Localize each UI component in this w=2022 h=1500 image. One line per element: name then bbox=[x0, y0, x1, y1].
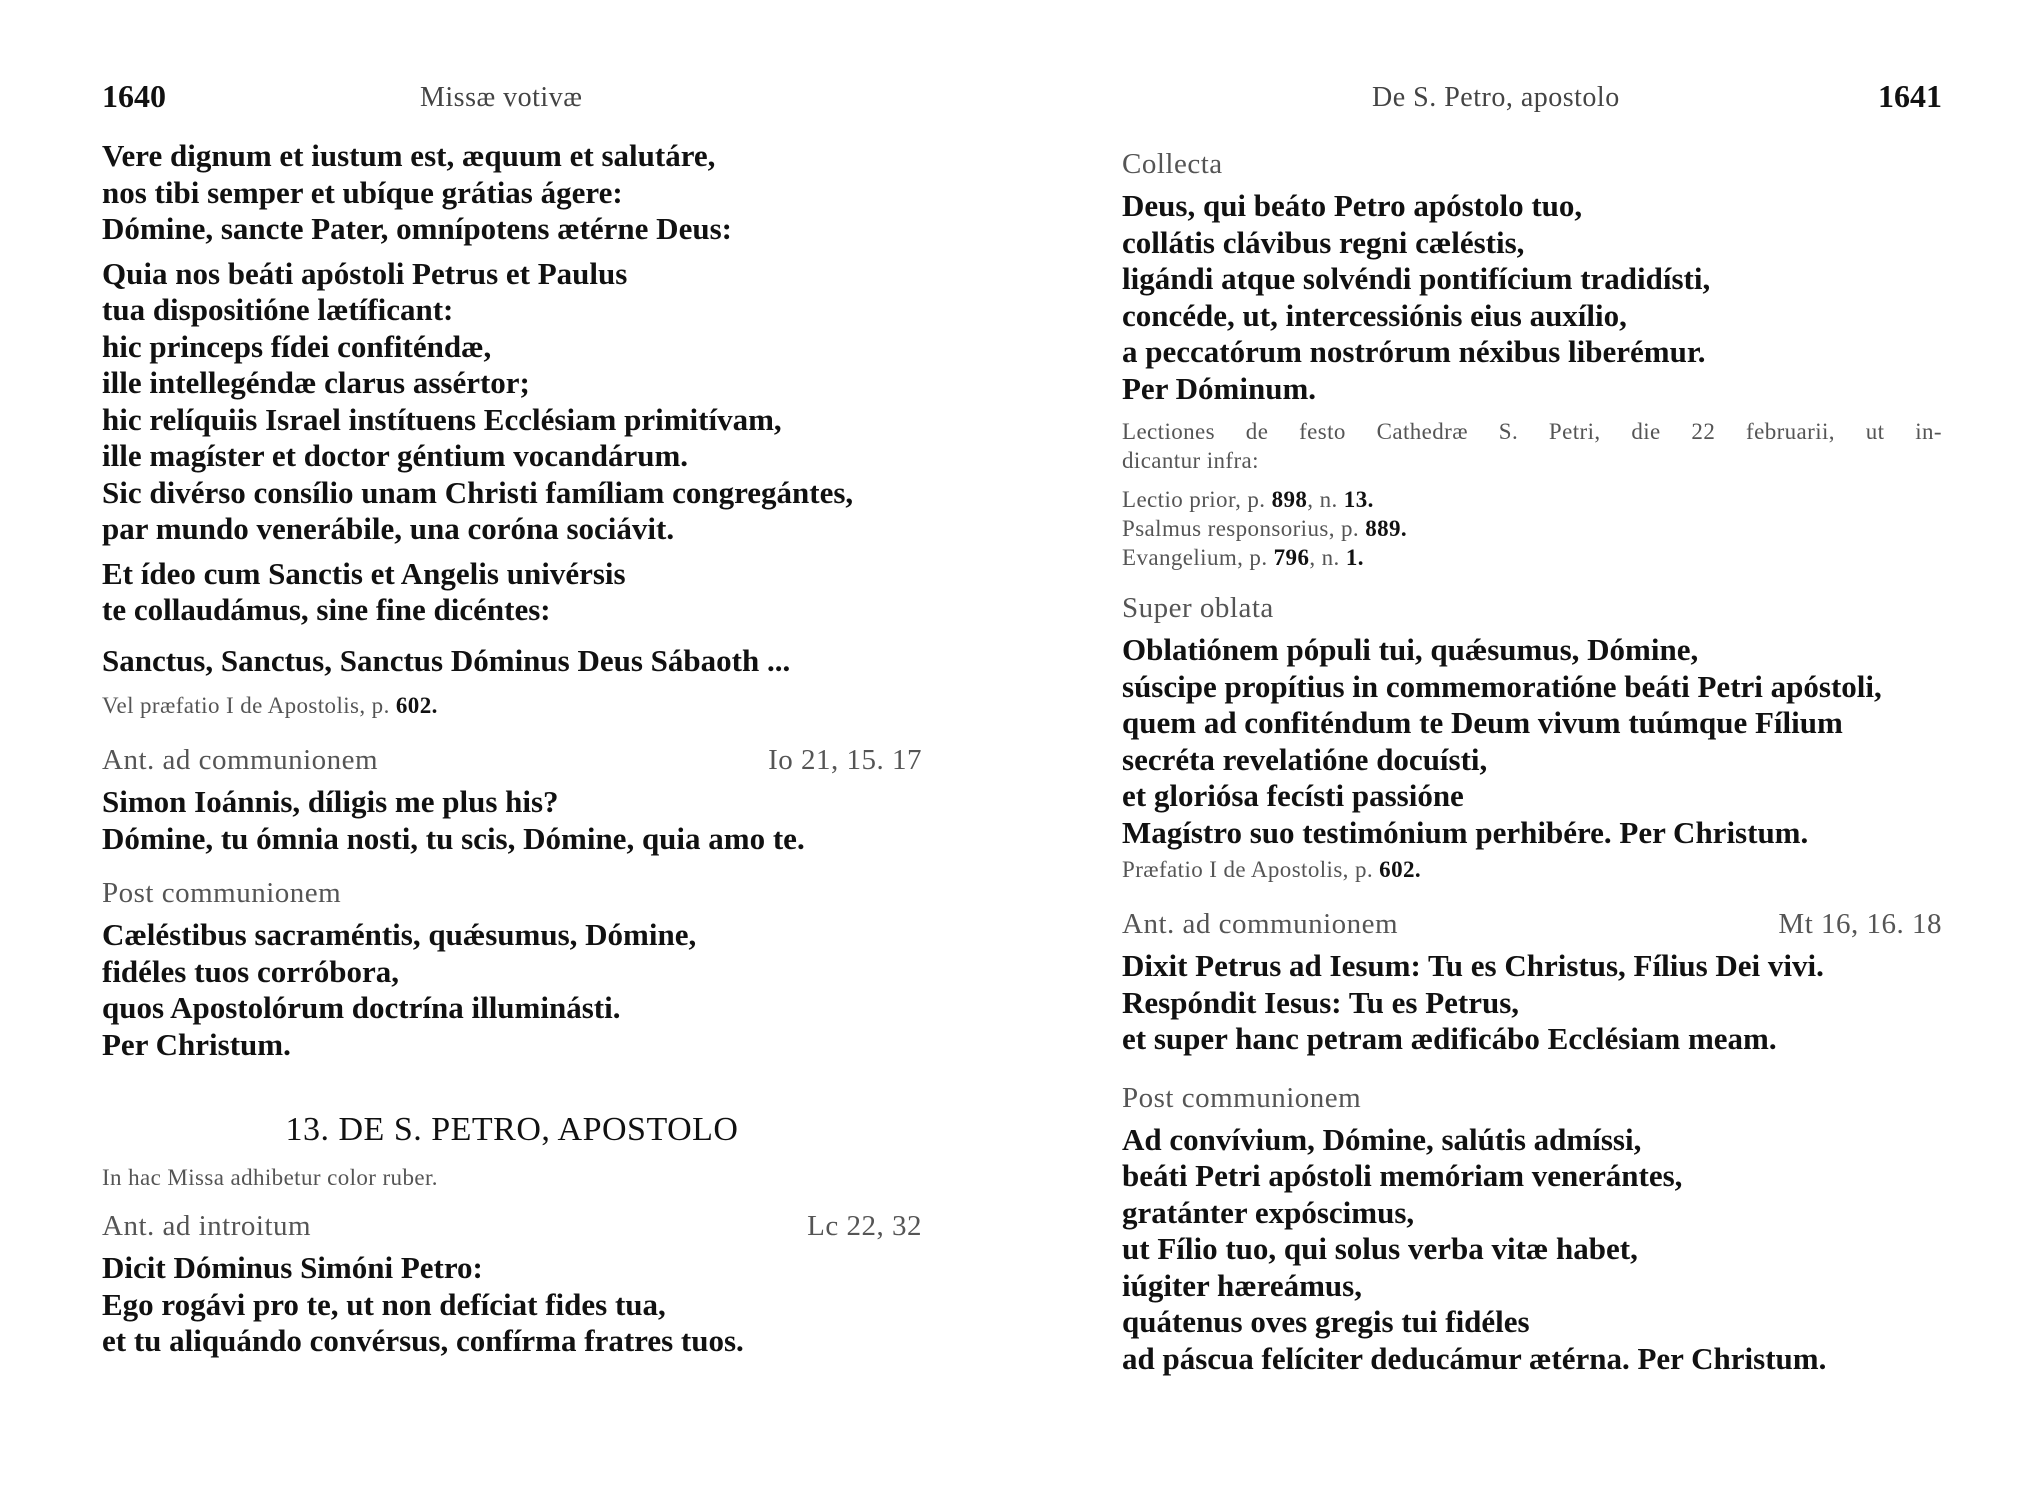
page-ref: 796 bbox=[1273, 545, 1310, 570]
text-line: quem ad confiténdum te Deum vivum tuúmque Fílium bbox=[1122, 705, 1843, 740]
left-running-head bbox=[102, 78, 922, 138]
separator: , n. bbox=[1309, 545, 1346, 570]
number-ref: 13. bbox=[1343, 487, 1374, 512]
text-line: ille intellegéndæ clarus assértor; bbox=[102, 365, 530, 400]
text-line: ligándi atque solvéndi pontifícium tradidísti, bbox=[1122, 261, 1711, 296]
text-line: fidéles tuos corróbora, bbox=[102, 953, 400, 989]
note-page-ref: 602. bbox=[1379, 857, 1422, 882]
reading-label: Evangelium, p. bbox=[1122, 545, 1274, 570]
text-line: beáti Petri apóstoli memóriam venerántes, bbox=[1122, 1158, 1683, 1193]
rubric-label: Ant. ad communionem bbox=[1122, 908, 1399, 940]
note-text: Vel præfatio I de Apostolis, p. bbox=[102, 693, 396, 718]
text-line: Vere dignum et iustum est, æquum et salutáre, bbox=[102, 138, 716, 173]
page-ref: 898 bbox=[1271, 487, 1308, 512]
text-line: quos Apostolórum doctrína illuminásti. bbox=[102, 990, 621, 1025]
text-line: Respóndit Iesus: Tu es Petrus, bbox=[1122, 984, 1520, 1020]
communion-antiphon-heading bbox=[102, 742, 922, 778]
text-line: ad páscua felíciter deducámur ætérna. Per Christum. bbox=[1122, 1340, 1827, 1376]
section-title: 13. DE S. PETRO, APOSTOLO bbox=[285, 1111, 739, 1148]
offertory-text bbox=[1122, 632, 1942, 851]
running-head-title: Missæ votivæ bbox=[420, 82, 583, 113]
separator: , n. bbox=[1307, 487, 1344, 512]
text-line: Oblatiónem pópuli tui, quǽsumus, Dómine, bbox=[1122, 632, 1699, 667]
reading-label: Lectio prior, p. bbox=[1122, 487, 1272, 512]
text-line: Deus, qui beáto Petro apóstolo tuo, bbox=[1122, 188, 1583, 223]
communion-antiphon-heading bbox=[1122, 906, 1942, 942]
note-line: dicantur infra: bbox=[1122, 448, 1259, 473]
text-line: Et ídeo cum Sanctis et Angelis univérsis bbox=[102, 555, 626, 591]
introit-heading bbox=[102, 1208, 922, 1244]
text-line: iúgiter hæreámus, bbox=[1122, 1267, 1362, 1303]
text-line: tua dispositióne lætíficant: bbox=[102, 292, 454, 327]
text-line: Cæléstibus sacraméntis, quǽsumus, Dómine, bbox=[102, 917, 697, 952]
text-line: nos tibi semper et ubíque grátias ágere: bbox=[102, 174, 623, 210]
note-text: Præfatio I de Apostolis, p. bbox=[1122, 857, 1380, 882]
scripture-reference: Mt 16, 16. 18 bbox=[1778, 908, 1942, 940]
number-ref: 1. bbox=[1345, 545, 1364, 570]
text-line: Magístro suo testimónium perhibére. Per Christum. bbox=[1122, 814, 1809, 850]
preface-note bbox=[1122, 855, 1942, 884]
running-head-title: De S. Petro, apostolo bbox=[1372, 82, 1620, 113]
communion-antiphon-text bbox=[1122, 948, 1942, 1058]
text-line: quátenus oves gregis tui fidéles bbox=[1122, 1304, 1530, 1339]
text-line: et tu aliquándo convérsus, confírma fratres tuos. bbox=[102, 1323, 744, 1358]
text-line: et gloriósa fecísti passióne bbox=[1122, 778, 1464, 813]
text-line: Quia nos beáti apóstoli Petrus et Paulus bbox=[102, 255, 628, 291]
text-line: a peccatórum nostrórum néxibus liberémur. bbox=[1122, 334, 1706, 369]
introit-text bbox=[102, 1250, 922, 1360]
note-line: Lectiones de festo Cathedræ S. Petri, die 22 februarii, ut in- bbox=[1122, 419, 1942, 444]
text-line: Simon Ioánnis, díligis me plus his? bbox=[102, 784, 559, 819]
text-line: Dómine, tu ómnia nosti, tu scis, Dómine, quia amo te. bbox=[102, 820, 805, 856]
page-number: 1641 bbox=[1878, 78, 1942, 114]
text-line: ut Fílio tuo, qui solus verba vitæ habet, bbox=[1122, 1231, 1638, 1266]
text-line: Sic divérso consílio unam Christi famíliam congregántes, bbox=[102, 474, 854, 510]
text-line: gratánter expóscimus, bbox=[1122, 1194, 1415, 1230]
post-communion-heading: Post communionem bbox=[102, 877, 342, 909]
text-line: te collaudámus, sine fine dicéntes: bbox=[102, 592, 551, 627]
post-communion-text bbox=[1122, 1122, 1942, 1378]
text-line: hic relíquiis Israel instítuens Ecclésiam primitívam, bbox=[102, 401, 782, 437]
reading-gospel bbox=[1122, 543, 1942, 572]
reading-first bbox=[1122, 485, 1942, 514]
sanctus-line: Sanctus, Sanctus, Sanctus Dóminus Deus Sábaoth ... bbox=[102, 642, 791, 678]
text-line: Dómine, sancte Pater, omnípotens ætérne Deus: bbox=[102, 211, 732, 246]
text-line: súscipe propítius in commemoratióne beáti Petri apóstoli, bbox=[1122, 668, 1882, 704]
text-line: collátis clávibus regni cæléstis, bbox=[1122, 224, 1525, 260]
offertory-heading: Super oblata bbox=[1122, 592, 1274, 624]
text-line: Dixit Petrus ad Iesum: Tu es Christus, Fílius Dei vivi. bbox=[1122, 948, 1824, 983]
right-page bbox=[1122, 0, 1942, 1377]
page-ref: 889. bbox=[1365, 516, 1408, 541]
text-line: ille magíster et doctor géntium vocandárum. bbox=[102, 438, 689, 473]
collect-text bbox=[1122, 188, 1942, 407]
left-page bbox=[102, 0, 922, 1360]
scripture-reference: Io 21, 15. 17 bbox=[768, 744, 922, 776]
preface-alternative-note bbox=[102, 691, 922, 720]
communion-antiphon-text bbox=[102, 784, 922, 857]
rubric-label: Ant. ad communionem bbox=[102, 744, 379, 776]
page-number: 1640 bbox=[102, 78, 166, 114]
readings-list bbox=[1122, 485, 1942, 572]
reading-psalm bbox=[1122, 514, 1942, 543]
text-line: Ad convívium, Dómine, salútis admíssi, bbox=[1122, 1121, 1642, 1157]
liturgical-color-note: In hac Missa adhibetur color ruber. bbox=[102, 1165, 438, 1190]
note-page-ref: 602. bbox=[395, 693, 438, 718]
collect-heading: Collecta bbox=[1122, 148, 1223, 180]
text-line: Per Dóminum. bbox=[1122, 370, 1317, 406]
text-line: hic princeps fídei confiténdæ, bbox=[102, 328, 492, 364]
text-line: par mundo venerábile, una coróna sociávit. bbox=[102, 511, 675, 546]
text-line: secréta revelatióne docuísti, bbox=[1122, 741, 1488, 777]
text-line: Ego rogávi pro te, ut non defíciat fides tua, bbox=[102, 1286, 666, 1322]
post-communion-heading: Post communionem bbox=[1122, 1081, 1362, 1114]
rubric-label: Ant. ad introitum bbox=[102, 1210, 312, 1242]
text-line: concéde, ut, intercessiónis eius auxílio, bbox=[1122, 297, 1627, 333]
text-line: Dicit Dóminus Simóni Petro: bbox=[102, 1250, 483, 1285]
preface-text bbox=[102, 138, 922, 679]
text-line: Per Christum. bbox=[102, 1026, 291, 1062]
reading-label: Psalmus responsorius, p. bbox=[1122, 516, 1366, 541]
right-running-head bbox=[1122, 78, 1942, 138]
post-communion-text bbox=[102, 917, 922, 1063]
text-line: et super hanc petram ædificábo Ecclésiam meam. bbox=[1122, 1021, 1777, 1056]
lections-note bbox=[1122, 417, 1942, 475]
scripture-reference: Lc 22, 32 bbox=[807, 1210, 922, 1242]
